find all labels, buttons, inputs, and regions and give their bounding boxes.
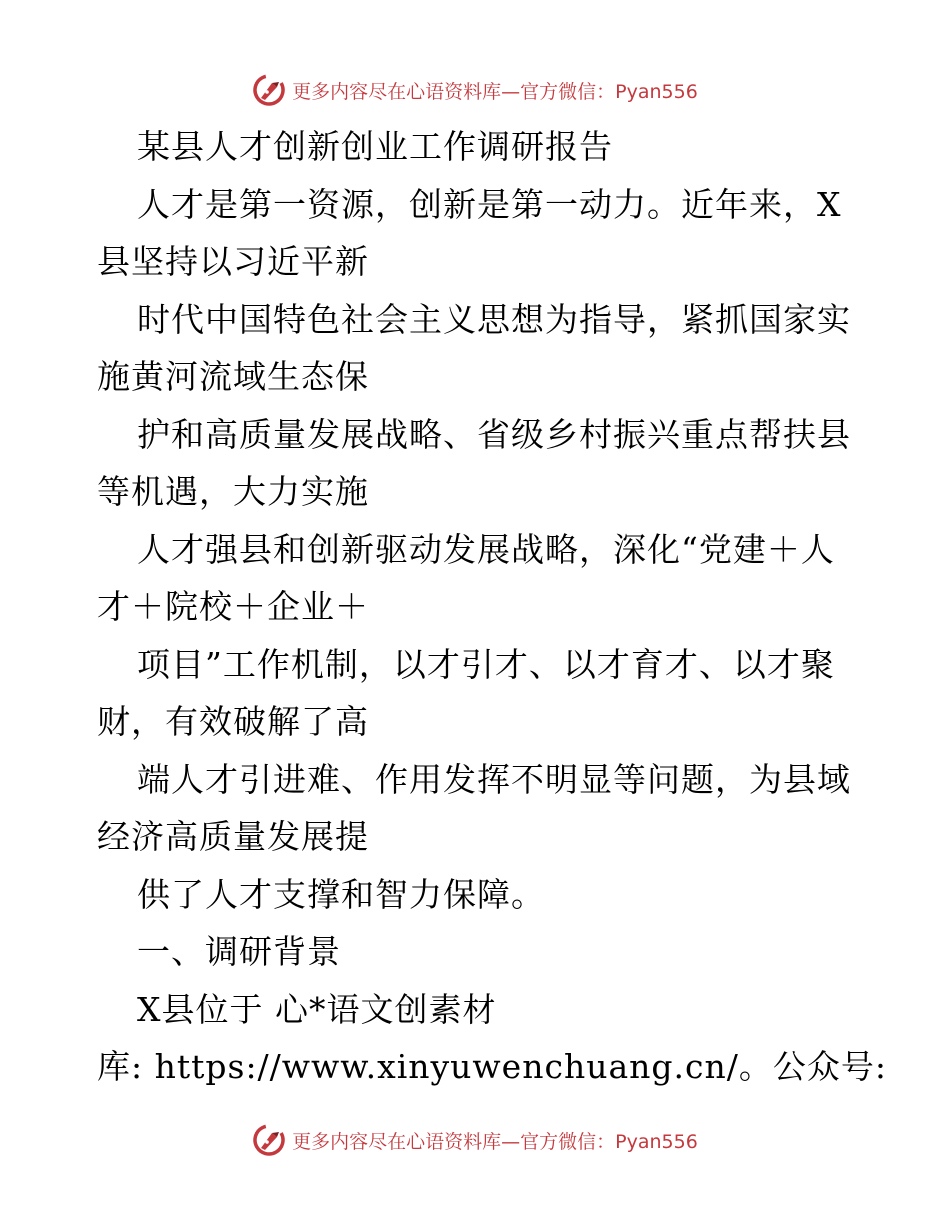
- doc-line: 供了人才支撑和智力保障。: [137, 874, 545, 914]
- doc-line: 库: https://www.xinyuwenchuang.cn/。公众号:: [97, 1047, 887, 1086]
- header-banner-inner: [252, 73, 698, 107]
- doc-line: 项目”工作机制，以才引才、以才育才、以才聚: [137, 644, 835, 684]
- document-body: [97, 118, 887, 1096]
- header-banner-text: 更多内容尽在心语资料库—官方微信：Pyan556: [292, 80, 698, 103]
- doc-line: 施黄河流域生态保: [97, 357, 369, 396]
- doc-line: 财，有效破解了高: [97, 702, 369, 741]
- doc-line: 端人才引进难、作用发挥不明显等问题，为县域: [137, 759, 851, 799]
- doc-line: 人才强县和创新驱动发展战略，深化“党建＋人: [137, 529, 835, 569]
- doc-line: 时代中国特色社会主义思想为指导，紧抓国家实: [137, 299, 851, 339]
- pen-nib-circle-logo-icon: [252, 73, 286, 107]
- doc-line: 护和高质量发展战略、省级乡村振兴重点帮扶县: [137, 414, 851, 454]
- doc-line: X县位于 心*语文创素材: [137, 989, 497, 1029]
- footer-banner-text: 更多内容尽在心语资料库—官方微信：Pyan556: [292, 1130, 698, 1153]
- footer-banner-inner: [252, 1123, 698, 1157]
- footer-banner: [0, 1120, 950, 1160]
- doc-line-section-heading: 一、调研背景: [137, 932, 341, 971]
- header-banner: [0, 70, 950, 110]
- doc-line-title: 某县人才创新创业工作调研报告: [137, 127, 613, 166]
- doc-line: 县坚持以习近平新: [97, 242, 369, 281]
- pen-nib-circle-logo-icon: [252, 1123, 286, 1157]
- doc-line: 才＋院校＋企业＋: [97, 587, 369, 626]
- doc-line: 人才是第一资源，创新是第一动力。近年来，X: [137, 184, 842, 224]
- doc-line: 经济高质量发展提: [97, 817, 369, 856]
- doc-line: 等机遇，大力实施: [97, 472, 369, 511]
